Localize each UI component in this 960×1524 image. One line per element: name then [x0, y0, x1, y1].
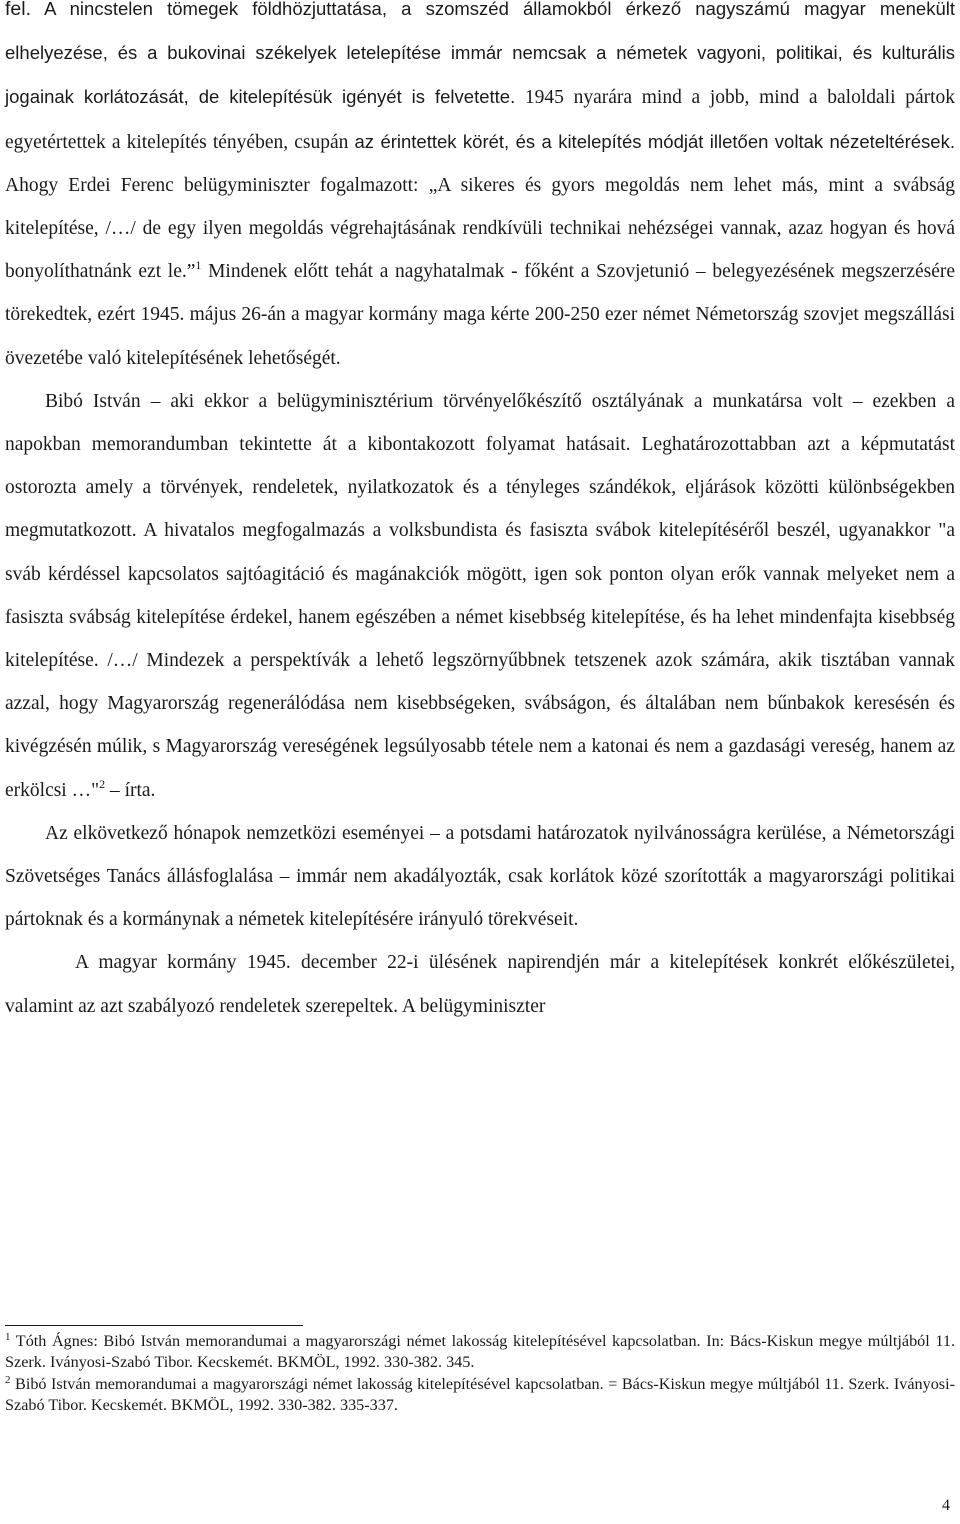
text-segment: 1945 nyarára mind a jobb, mind a baloldali pártok egyetértettek a kitelepítés tényében, csupán: [5, 87, 956, 153]
body-text: [5, 0, 955, 1028]
footnote-1: [5, 1331, 955, 1373]
text-segment: Ahogy Erdei Ferenc belügyminiszter fogalmazott: „A sikeres és gyors megoldás nem lehet más, mint a svábság kitelepítése, /…/ de egy ilyen megoldás végrehajtásának rendkívüli technikai nehézségei vannak, azaz hogyan és hová bonyolíthatnánk ezt le.”: [5, 174, 955, 283]
paragraph-2: [5, 380, 955, 812]
paragraph-1: [5, 0, 955, 380]
footnote-number: 1: [5, 1331, 11, 1343]
text-segment: Mindenek előtt tehát a nagyhatalmak - főként a Szovjetunió – belegyezésének megszerzésére törekedtek, ezért 1945. május 26-án a magyar kormány maga kérte 200-250 ezer német Németország szovjet megszállási övezetébe való kitelepítésének lehetőségét.: [5, 261, 955, 369]
document-page: [5, 0, 955, 1524]
paragraph-4: [5, 941, 955, 1027]
footnote-text: Tóth Ágnes: Bibó István memorandumai a magyarországi német lakosság kitelepítésével kapcsolatban. In: Bács-Kiskun megye múltjából 11. Szerk. Iványosi-Szabó Tibor. Kecskemét. BKMÖL, 1992. 330-382. 345.: [5, 1332, 955, 1371]
footnote-2: [5, 1374, 955, 1416]
text-segment: Bibó István – aki ekkor a belügyminisztérium törvényelőkészítő osztályának a munkatársa volt – ezekben a napokban memorandumban tekintette át a kibontakozott folyamat hatásait. Leghatározottabban azt a képmutatást ostorozta amely a törvények, rendeletek, nyilatkozatok és a tényleges szándékok, eljárások közötti különbségekben megmutatkozott. A hivatalos megfogalmazás a volksbundista és fasiszta svábok kitelepítéséről beszél, ugyanakkor "a sváb kérdéssel kapcsolatos sajtóagitáció és magánakciók mögött, igen sok ponton olyan erők vannak melyeket nem a fasiszta svábság kitelepítése érdekel, hanem egészében a német kisebbség kitelepítése, és ha lehet mindenfajta kisebbség kitelepítése. /…/ Mindezek a perspektívák a lehető legszörnyűbbnek tetszenek azok számára, akik tisztában vannak azzal, hogy Magyarország regenerálódása nem kisebbségeken, svábságon, és általában nem bűnbakok keresésén és kivégzésén múlik, s Magyarország vereségének legsúlyosabb tétele nem a katonai és nem a gazdasági vereség, hanem az erkölcsi …": [5, 390, 955, 801]
text-segment: A magyar kormány 1945. december 22-i ülésének napirendjén már a kitelepítések konkrét előkészületei, valamint az azt szabályozó rendeletek szerepeltek. A belügyminiszter: [5, 952, 955, 1017]
footnote-ref-1[interactable]: 1: [195, 258, 202, 273]
text-segment: A nincstelen tömegek földhözjuttatása, a szomszéd államokból érkező nagyszámú magyar menekült elhelyezése, és a bukovinai székelyek letelepítése immár nemcsak a németek vagyoni, politikai, és kulturális jogainak korlátozását, de kitelepítésük igényét is felvetette.: [5, 0, 955, 108]
text-segment: fel.: [5, 0, 32, 20]
footnote-number: 2: [5, 1374, 11, 1386]
footnote-text: Bibó István memorandumai a magyarországi német lakosság kitelepítésével kapcsolatban. = Bács-Kiskun megye múltjából 11. Szerk. Iványosi-Szabó Tibor. Kecskemét. BKMÖL, 1992. 330-382. 335-337.: [5, 1375, 955, 1414]
text-segment: az érintettek körét, és a kitelepítés módját illetően voltak nézeteltérések.: [354, 130, 955, 152]
text-segment: Az elkövetkező hónapok nemzetközi eseményei – a potsdami határozatok nyilvánosságra kerülése, a Németországi Szövetséges Tanács állásfoglalása – immár nem akadályozták, csak korlátok közé szorították a magyarországi politikai pártoknak és a kormánynak a németek kitelepítésére irányuló törekvéseit.: [5, 822, 955, 931]
footnote-separator: [5, 1325, 303, 1326]
paragraph-3: [5, 812, 955, 942]
text-segment: – írta.: [105, 779, 156, 801]
footnotes: [5, 1331, 955, 1417]
page-number: 4: [942, 1497, 950, 1514]
footnote-ref-2[interactable]: 2: [99, 776, 106, 791]
